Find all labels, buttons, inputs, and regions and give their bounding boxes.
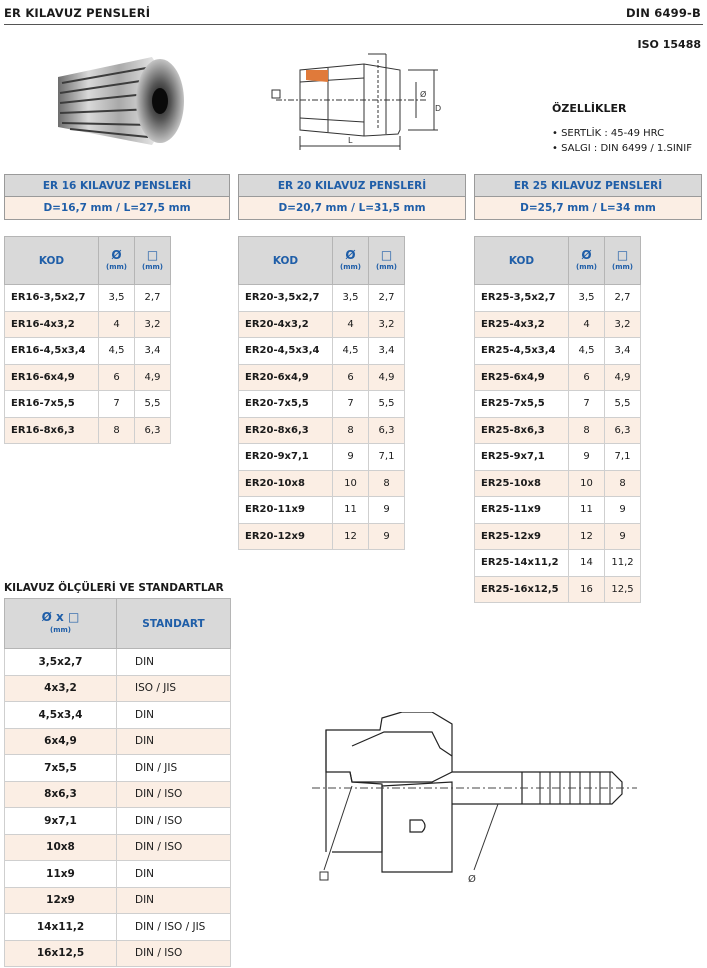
cell-sq: 9 [369, 497, 405, 524]
table-row [239, 285, 405, 312]
cell-kod: ER16-4,5x3,4 [5, 338, 99, 365]
cell-standard: DIN [117, 887, 231, 914]
cell-dia: 11 [333, 497, 369, 524]
cell-dia: 7 [333, 391, 369, 418]
cell-kod: ER20-7x5,5 [239, 391, 333, 418]
cell-kod: ER25-16x12,5 [475, 576, 569, 603]
table-row [5, 887, 231, 914]
col-dia: Ø (mm) [333, 237, 369, 285]
cell-standard: DIN / JIS [117, 755, 231, 782]
table-row [5, 702, 231, 729]
cell-kod: ER25-4,5x3,4 [475, 338, 569, 365]
page-title: ER KILAVUZ PENSLERİ [4, 6, 151, 20]
table-row [5, 914, 231, 941]
feature-runout: • SALGI : DIN 6499 / 1.SINIF [552, 143, 692, 154]
cell-kod: ER16-6x4,9 [5, 364, 99, 391]
table-row [5, 861, 231, 888]
table-row [239, 523, 405, 550]
er20-title: ER 20 KILAVUZ PENSLERİ [239, 175, 465, 197]
table-row [5, 781, 231, 808]
cell-dia: 6 [99, 364, 135, 391]
collet-photo [40, 45, 190, 157]
cell-kod: ER25-4x3,2 [475, 311, 569, 338]
er16-banner [4, 174, 230, 220]
table-row [239, 338, 405, 365]
cell-kod: ER20-9x7,1 [239, 444, 333, 471]
col-dia: Ø (mm) [99, 237, 135, 285]
cell-kod: ER20-4,5x3,4 [239, 338, 333, 365]
cell-sq: 11,2 [605, 550, 641, 577]
cell-sq: 6,3 [369, 417, 405, 444]
iso-code: ISO 15488 [637, 38, 701, 51]
cell-kod: ER25-6x4,9 [475, 364, 569, 391]
table-row [5, 364, 171, 391]
cell-standard: DIN / ISO [117, 808, 231, 835]
cell-kod: ER20-6x4,9 [239, 364, 333, 391]
cell-sq: 9 [369, 523, 405, 550]
cell-sq: 5,5 [135, 391, 171, 418]
cell-kod: ER25-3,5x2,7 [475, 285, 569, 312]
cell-standard: DIN [117, 728, 231, 755]
cell-dia: 8 [333, 417, 369, 444]
cell-dia: 12 [569, 523, 605, 550]
cell-dia: 3,5 [569, 285, 605, 312]
cell-sq: 7,1 [369, 444, 405, 471]
table-row [239, 391, 405, 418]
cell-sq: 12,5 [605, 576, 641, 603]
cell-standard: ISO / JIS [117, 675, 231, 702]
cell-kod: ER25-12x9 [475, 523, 569, 550]
cell-sq: 2,7 [605, 285, 641, 312]
cell-kod: ER20-11x9 [239, 497, 333, 524]
table-row [475, 338, 641, 365]
cell-dia: 3,5 [99, 285, 135, 312]
cell-dia: 14 [569, 550, 605, 577]
table-row [475, 311, 641, 338]
cell-kod: ER16-4x3,2 [5, 311, 99, 338]
cell-kod: ER25-10x8 [475, 470, 569, 497]
table-row [239, 311, 405, 338]
cell-dia: 4,5 [99, 338, 135, 365]
cell-sq: 9 [605, 523, 641, 550]
section-label-dia: Ø [468, 874, 476, 885]
col-dia: Ø (mm) [569, 237, 605, 285]
cell-dia: 4,5 [569, 338, 605, 365]
cell-size: 9x7,1 [5, 808, 117, 835]
table-row [475, 576, 641, 603]
cell-dia: 3,5 [333, 285, 369, 312]
table-row [5, 808, 231, 835]
table-row [5, 417, 171, 444]
cell-sq: 5,5 [369, 391, 405, 418]
cell-size: 14x11,2 [5, 914, 117, 941]
cell-dia: 16 [569, 576, 605, 603]
table-row [475, 497, 641, 524]
er25-banner [474, 174, 702, 220]
cell-kod: ER25-14x11,2 [475, 550, 569, 577]
cell-kod: ER25-11x9 [475, 497, 569, 524]
er16-dims: D=16,7 mm / L=27,5 mm [5, 197, 229, 219]
table-row [475, 285, 641, 312]
er25-table [474, 236, 641, 603]
standard-code: DIN 6499-B [626, 6, 701, 20]
table-row [475, 550, 641, 577]
cell-dia: 6 [569, 364, 605, 391]
cell-sq: 8 [369, 470, 405, 497]
col-kod: KOD [475, 237, 569, 285]
cell-size: 4x3,2 [5, 675, 117, 702]
cell-sq: 2,7 [369, 285, 405, 312]
cell-dia: 7 [99, 391, 135, 418]
cell-standard: DIN [117, 861, 231, 888]
cell-standard: DIN / ISO / JIS [117, 914, 231, 941]
col-sq: □ (mm) [135, 237, 171, 285]
feature-hardness: • SERTLİK : 45-49 HRC [552, 128, 665, 139]
cell-sq: 3,2 [369, 311, 405, 338]
cell-dia: 12 [333, 523, 369, 550]
cell-dia: 4 [333, 311, 369, 338]
col-size: Ø x □ (mm) [5, 599, 117, 649]
er16-table [4, 236, 171, 444]
table-row [475, 364, 641, 391]
cell-sq: 2,7 [135, 285, 171, 312]
er25-dims: D=25,7 mm / L=34 mm [475, 197, 701, 219]
er25-title: ER 25 KILAVUZ PENSLERİ [475, 175, 701, 197]
cell-dia: 9 [333, 444, 369, 471]
drawing-label-l: L [348, 136, 353, 145]
cell-kod: ER20-12x9 [239, 523, 333, 550]
table-row [5, 649, 231, 676]
cell-kod: ER20-10x8 [239, 470, 333, 497]
cell-sq: 3,2 [135, 311, 171, 338]
table-row [475, 417, 641, 444]
table-row [5, 391, 171, 418]
cell-sq: 6,3 [135, 417, 171, 444]
cell-sq: 9 [605, 497, 641, 524]
cell-sq: 4,9 [605, 364, 641, 391]
table-row [239, 444, 405, 471]
cell-sq: 8 [605, 470, 641, 497]
cell-kod: ER25-8x6,3 [475, 417, 569, 444]
table-row [5, 311, 171, 338]
table-row [5, 675, 231, 702]
cell-size: 7x5,5 [5, 755, 117, 782]
standards-table [4, 598, 231, 967]
cell-kod: ER16-3,5x2,7 [5, 285, 99, 312]
col-kod: KOD [5, 237, 99, 285]
cell-size: 4,5x3,4 [5, 702, 117, 729]
cell-sq: 5,5 [605, 391, 641, 418]
cell-size: 10x8 [5, 834, 117, 861]
table-row [475, 523, 641, 550]
cell-dia: 6 [333, 364, 369, 391]
cell-kod: ER25-7x5,5 [475, 391, 569, 418]
table-row [5, 940, 231, 967]
table-row [239, 417, 405, 444]
col-standard: STANDART [117, 599, 231, 649]
cell-size: 8x6,3 [5, 781, 117, 808]
cell-sq: 3,2 [605, 311, 641, 338]
cell-kod: ER16-7x5,5 [5, 391, 99, 418]
cell-dia: 4,5 [333, 338, 369, 365]
cell-sq: 4,9 [369, 364, 405, 391]
cell-dia: 8 [99, 417, 135, 444]
cell-dia: 11 [569, 497, 605, 524]
standards-title: KILAVUZ ÖLÇÜLERİ VE STANDARTLAR [4, 582, 224, 594]
cell-sq: 3,4 [369, 338, 405, 365]
table-row [475, 391, 641, 418]
col-kod: KOD [239, 237, 333, 285]
table-row [239, 470, 405, 497]
cell-standard: DIN / ISO [117, 834, 231, 861]
cell-dia: 8 [569, 417, 605, 444]
er20-dims: D=20,7 mm / L=31,5 mm [239, 197, 465, 219]
cell-dia: 10 [569, 470, 605, 497]
cross-section-drawing [312, 712, 642, 890]
cell-dia: 9 [569, 444, 605, 471]
cell-size: 12x9 [5, 887, 117, 914]
table-row [475, 444, 641, 471]
cell-dia: 10 [333, 470, 369, 497]
cell-sq: 3,4 [605, 338, 641, 365]
cell-dia: 4 [569, 311, 605, 338]
table-row [5, 728, 231, 755]
cell-size: 16x12,5 [5, 940, 117, 967]
cell-kod: ER25-9x7,1 [475, 444, 569, 471]
cell-sq: 7,1 [605, 444, 641, 471]
table-row [5, 338, 171, 365]
cell-kod: ER20-8x6,3 [239, 417, 333, 444]
cell-standard: DIN / ISO [117, 940, 231, 967]
col-sq: □ (mm) [369, 237, 405, 285]
er20-table [238, 236, 405, 550]
cell-sq: 6,3 [605, 417, 641, 444]
table-row [5, 834, 231, 861]
cell-sq: 3,4 [135, 338, 171, 365]
table-row [239, 497, 405, 524]
cell-size: 6x4,9 [5, 728, 117, 755]
table-row [5, 285, 171, 312]
cell-sq: 4,9 [135, 364, 171, 391]
cell-standard: DIN [117, 702, 231, 729]
cell-kod: ER16-8x6,3 [5, 417, 99, 444]
cell-size: 3,5x2,7 [5, 649, 117, 676]
drawing-label-d: D [435, 104, 442, 113]
cell-size: 11x9 [5, 861, 117, 888]
cell-dia: 4 [99, 311, 135, 338]
drawing-label-dia: Ø [420, 90, 427, 99]
col-sq: □ (mm) [605, 237, 641, 285]
cell-kod: ER20-4x3,2 [239, 311, 333, 338]
features-title: ÖZELLİKLER [552, 102, 627, 115]
er20-banner [238, 174, 466, 220]
header-divider [4, 24, 703, 25]
table-row [239, 364, 405, 391]
cell-standard: DIN / ISO [117, 781, 231, 808]
table-row [5, 755, 231, 782]
cell-standard: DIN [117, 649, 231, 676]
table-row [475, 470, 641, 497]
collet-drawing [268, 50, 448, 155]
cell-kod: ER20-3,5x2,7 [239, 285, 333, 312]
er16-title: ER 16 KILAVUZ PENSLERİ [5, 175, 229, 197]
cell-dia: 7 [569, 391, 605, 418]
